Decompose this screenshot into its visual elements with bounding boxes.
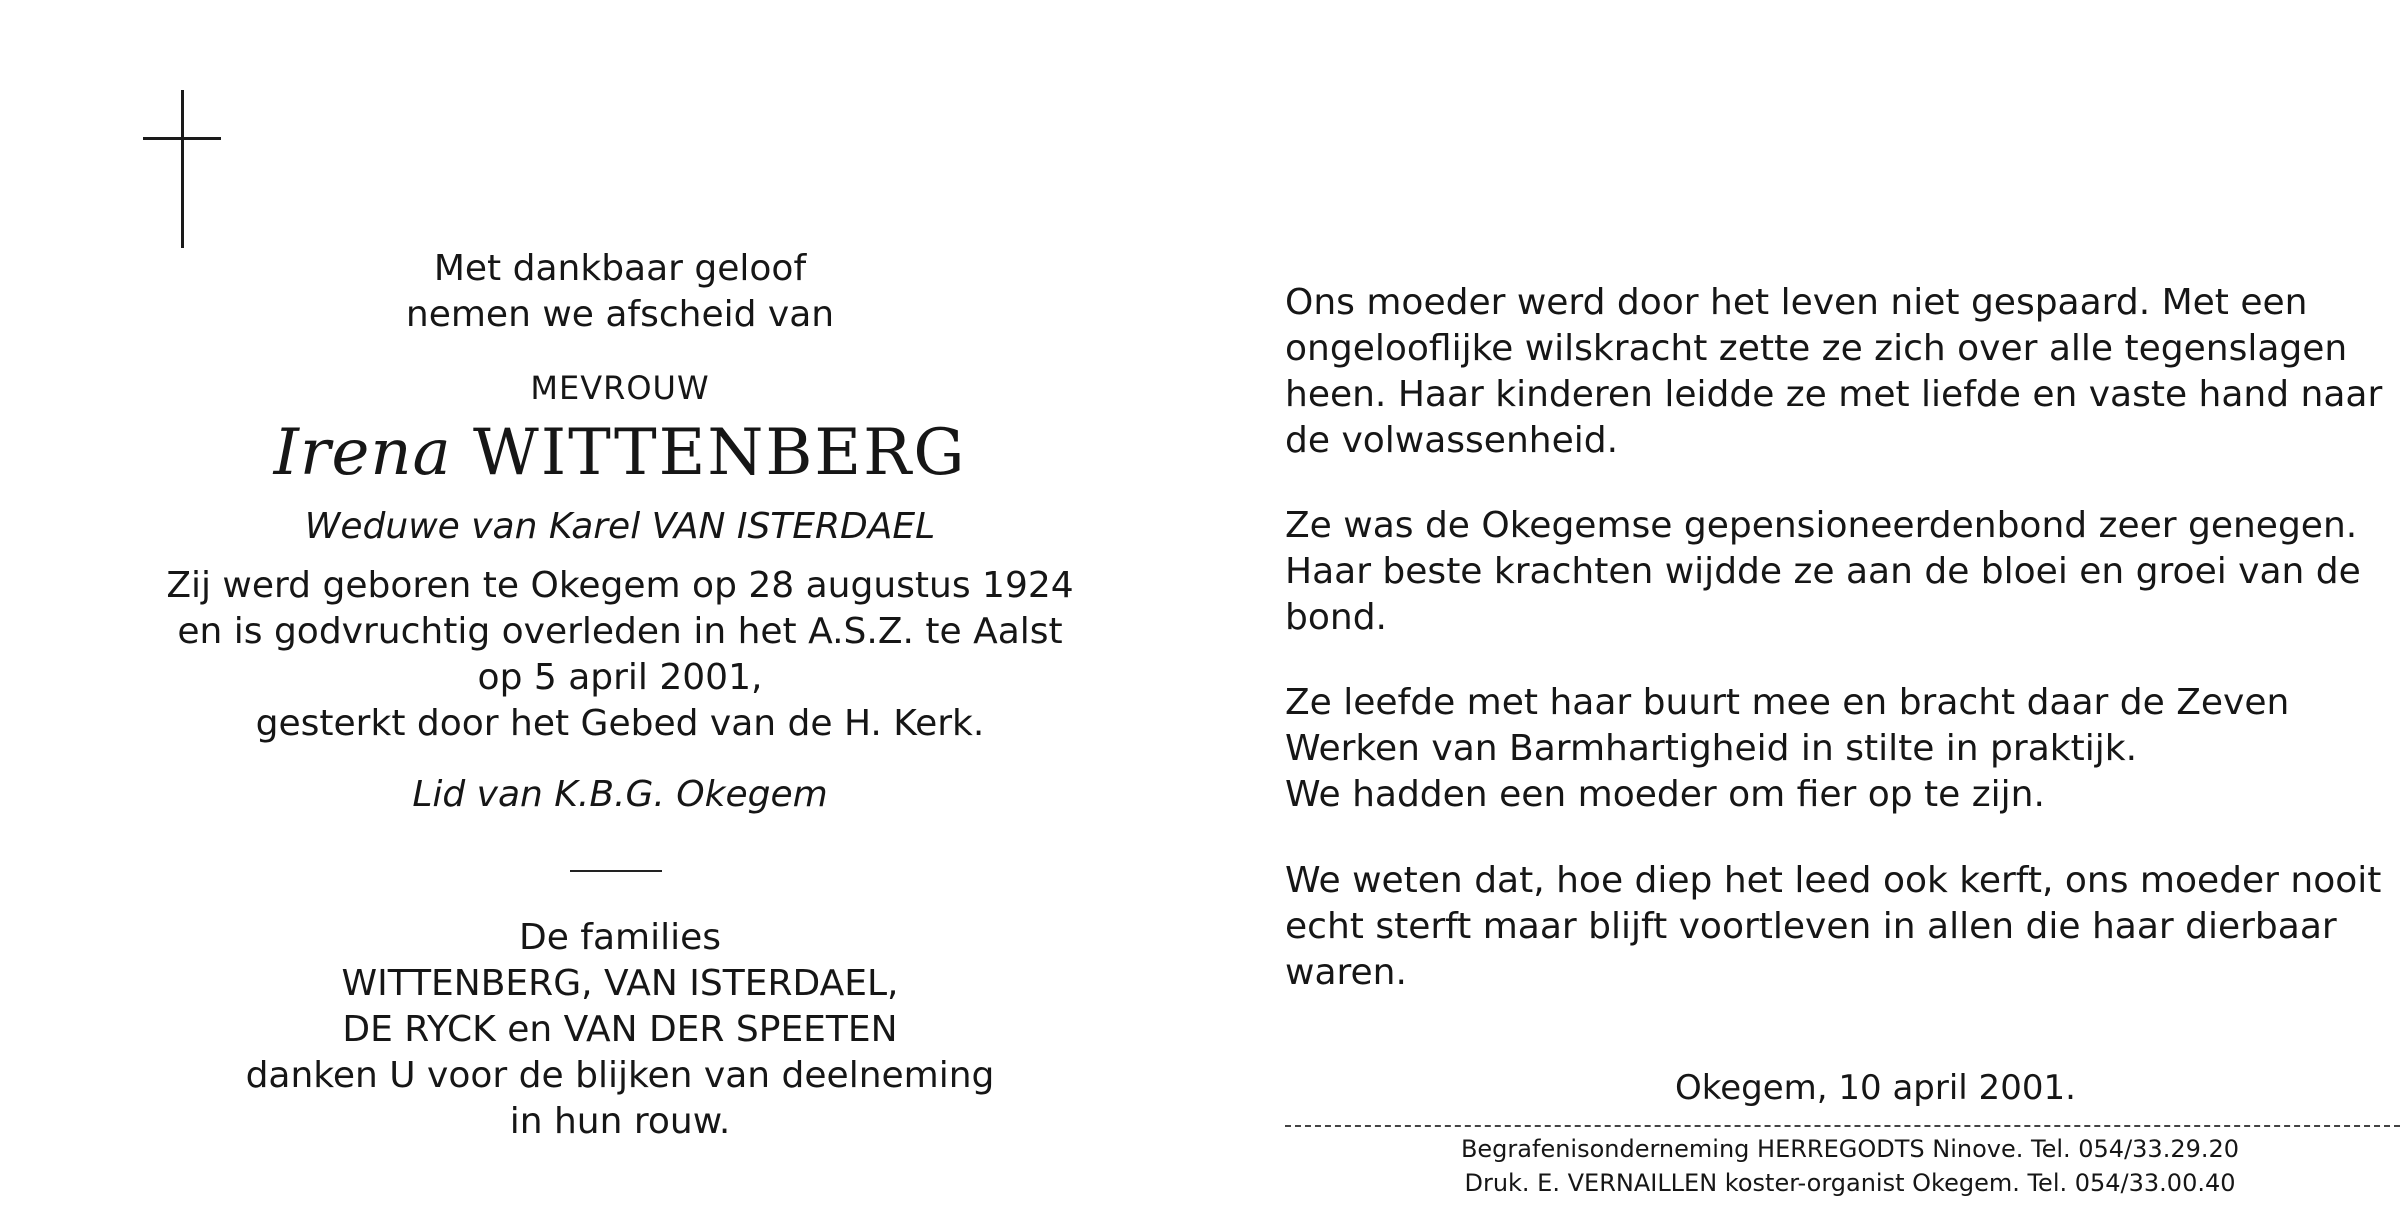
paragraph-line: Werken van Barmhartigheid in stilte in praktijk. — [1285, 728, 2138, 769]
deceased-name — [120, 410, 1120, 496]
paragraph-remembrance — [1285, 858, 2400, 996]
funeral-home-line: Begrafenisonderneming HERREGODTS Ninove. Tel. 054/33.29.20 — [1460, 1135, 2240, 1163]
paragraph-bond — [1285, 503, 2400, 641]
paragraph-line: waren. — [1285, 952, 1407, 993]
paragraph-line: de volwassenheid. — [1285, 420, 1619, 461]
paragraph-line: We weten dat, hoe diep het leed ook kerft, ons moeder nooit — [1285, 860, 2382, 901]
families-line: DE RYCK en VAN DER SPEETEN — [342, 1009, 898, 1050]
birth-death-line: op 5 april 2001, — [477, 657, 763, 698]
paragraph-line: Ons moeder werd door het leven niet gespaard. Met een — [1285, 282, 2308, 323]
paragraph-line: echt sterft maar blijft voortleven in allen die haar dierbaar — [1285, 906, 2337, 947]
surname: WITTENBERG — [473, 416, 967, 490]
families-line: De families — [518, 917, 722, 958]
families-line: WITTENBERG, VAN ISTERDAEL, — [341, 963, 899, 1004]
separator — [570, 870, 662, 872]
intro-text — [120, 246, 1120, 338]
birth-death-line: gesterkt door het Gebed van de H. Kerk. — [255, 703, 985, 744]
families-text — [120, 915, 1120, 1145]
paragraph-line: We hadden een moeder om fier op te zijn. — [1285, 774, 2045, 815]
paragraph-line: ongelooflijke wilskracht zette ze zich over alle tegenslagen — [1285, 328, 2348, 369]
birth-death-line: en is godvruchtig overleden in het A.S.Z. te Aalst — [177, 611, 1063, 652]
honorific: MEVROUW — [530, 369, 710, 407]
paragraph-life — [1285, 280, 2400, 464]
birth-death-text — [120, 563, 1120, 747]
families-line: in hun rouw. — [509, 1101, 731, 1142]
membership-line: Lid van K.B.G. Okegem — [412, 774, 828, 815]
paragraph-neighbourhood — [1285, 680, 2400, 818]
paragraph-line: Ze leefde met haar buurt mee en bracht daar de Zeven — [1285, 682, 2290, 723]
paragraph-line: heen. Haar kinderen leidde ze met liefde en vaste hand naar — [1285, 374, 2383, 415]
dashed-divider — [1285, 1125, 2400, 1127]
birth-death-line: Zij werd geboren te Okegem op 28 augustus 1924 — [166, 565, 1074, 606]
widow-line: Weduwe van Karel VAN ISTERDAEL — [304, 506, 936, 547]
paragraph-line: Haar beste krachten wijdde ze aan de bloei en groei van de — [1285, 551, 2361, 592]
paragraph-line: Ze was de Okegemse gepensioneerdenbond zeer genegen. — [1285, 505, 2358, 546]
first-name: Irena — [273, 416, 452, 490]
paragraph-line: bond. — [1285, 597, 1387, 638]
intro-line: Met dankbaar geloof — [433, 248, 807, 289]
cross-icon — [143, 90, 221, 248]
place-date: Okegem, 10 april 2001. — [1675, 1068, 2076, 1108]
intro-line: nemen we afscheid van — [405, 294, 835, 335]
printer-line: Druk. E. VERNAILLEN koster-organist Okegem. Tel. 054/33.00.40 — [1464, 1169, 2236, 1197]
families-line: danken U voor de blijken van deelneming — [245, 1055, 995, 1096]
